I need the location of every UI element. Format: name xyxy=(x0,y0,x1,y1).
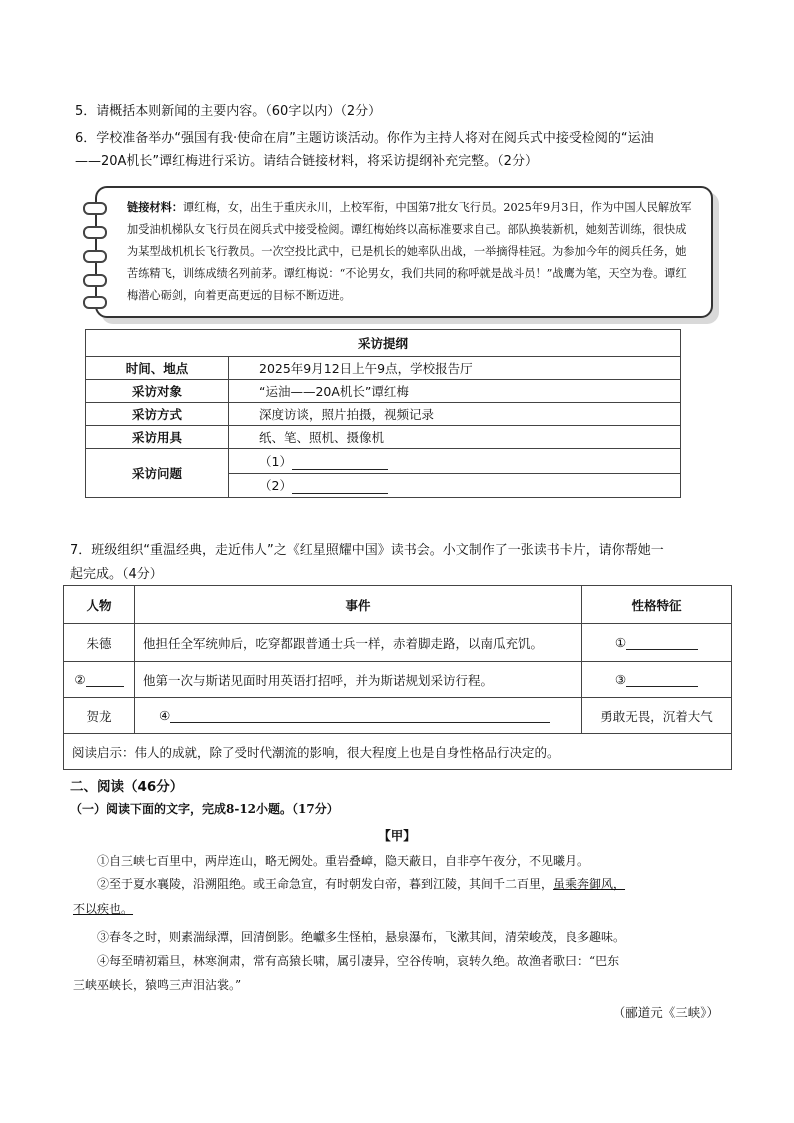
row-value: 2025年9月12日上午9点，学校报告厅 xyxy=(229,357,681,380)
paragraph-2-text: ②至于夏水襄陵，沿溯阻绝。或王命急宣，有时朝发白帝，暮到江陵，其间千二百里， xyxy=(97,877,554,891)
answer-blank-person-2[interactable] xyxy=(86,686,124,687)
question-7-line1: 7．班级组织“重温经典，走近伟人”之《红星照耀中国》读书会。小文制作了一张读书卡片，请你帮她一 xyxy=(70,543,664,558)
binder-ring-icon xyxy=(83,250,107,263)
answer-blank-1[interactable] xyxy=(292,469,388,470)
blank-marker: ② xyxy=(74,672,86,687)
table-row xyxy=(64,624,732,662)
passage-paragraph-2 xyxy=(97,873,737,896)
interview-outline-table xyxy=(85,329,681,498)
question-1-label: （1） xyxy=(259,453,292,469)
binder-ring-icon xyxy=(83,274,107,287)
question-2-cell xyxy=(229,473,681,498)
binder-ring-icon xyxy=(83,226,107,239)
question-5: 5．请概括本则新闻的主要内容。（60字以内）（2分） xyxy=(75,104,382,119)
row-value: 纸、笔、照机、摄像机 xyxy=(229,426,681,449)
table-row xyxy=(64,734,732,770)
row-label: 采访方式 xyxy=(86,403,229,426)
row-label: 采访问题 xyxy=(86,449,229,498)
question-6-line1: 6．学校准备举办“强国有我·使命在肩”主题访谈活动。你作为主持人将对在阅兵式中接受检阅的“运油 xyxy=(75,131,654,146)
interview-outline-title: 采访提纲 xyxy=(86,330,681,357)
blank-marker: ① xyxy=(614,635,627,650)
reading-insight: 阅读启示：伟人的成就，除了受时代潮流的影响，很大程度上也是自身性格品行决定的。 xyxy=(64,734,732,770)
event-cell: 他担任全军统帅后，吃穿都跟普通士兵一样，赤着脚走路，以南瓜充饥。 xyxy=(135,624,582,662)
trait-cell: 勇敢无畏，沉着大气 xyxy=(582,698,732,734)
table-row xyxy=(86,380,681,403)
answer-blank-2[interactable] xyxy=(292,493,388,494)
passage-paragraph-4-cont: 三峡巫峡长，猿鸣三声泪沾裳。” xyxy=(73,978,242,992)
passage-paragraph-1: ①自三峡七百里中，两岸连山，略无阙处。重岩叠嶂，隐天蔽日，自非亭午夜分，不见曦月。 xyxy=(97,854,590,868)
table-row xyxy=(86,449,681,474)
table-row xyxy=(86,403,681,426)
section-subheading: （一）阅读下面的文字，完成8-12小题。（17分） xyxy=(70,802,339,816)
question-6-line2: ——20A机长”谭红梅进行采访。请结合链接材料，将采访提纲补充完整。（2分） xyxy=(75,154,538,169)
header-person: 人物 xyxy=(64,586,135,624)
event-cell: 他第一次与斯诺见面时用英语打招呼，并为斯诺规划采访行程。 xyxy=(135,662,582,698)
passage-source: （郦道元《三峡》） xyxy=(612,1005,719,1020)
table-row xyxy=(64,698,732,734)
answer-blank-event-4[interactable] xyxy=(170,722,550,723)
trait-cell xyxy=(582,624,732,662)
answer-blank-trait-3[interactable] xyxy=(626,686,698,687)
row-label: 时间、地点 xyxy=(86,357,229,380)
question-2-label: （2） xyxy=(259,478,292,494)
trait-cell xyxy=(582,662,732,698)
header-event: 事件 xyxy=(135,586,582,624)
event-cell xyxy=(135,698,582,734)
passage-label: 【甲】 xyxy=(378,828,416,843)
passage-paragraph-3: ③春冬之时，则素湍绿潭，回清倒影。绝巘多生怪柏，悬泉瀑布，飞漱其间，清荣峻茂，良多趣味。 xyxy=(97,930,626,944)
blank-marker: ④ xyxy=(159,708,171,723)
table-row xyxy=(86,426,681,449)
row-label: 采访用具 xyxy=(86,426,229,449)
underlined-sentence: 不以疾也。 xyxy=(73,902,134,916)
binder-ring-icon xyxy=(83,296,107,309)
answer-blank-trait-1[interactable] xyxy=(626,649,698,650)
question-7-line2: 起完成。（4分） xyxy=(70,567,163,582)
header-trait: 性格特征 xyxy=(582,586,732,624)
table-row xyxy=(64,662,732,698)
reading-card-table xyxy=(63,585,732,770)
link-material-card xyxy=(95,186,713,318)
passage-paragraph-4: ④每至晴初霜旦，林寒涧肃，常有高猿长啸，属引凄异，空谷传响，哀转久绝。故渔者歌曰：“巴东 xyxy=(97,954,620,968)
person-cell xyxy=(64,662,135,698)
question-1-cell xyxy=(229,449,681,474)
blank-marker: ③ xyxy=(614,672,627,687)
link-material-label: 链接材料： xyxy=(127,200,183,214)
row-value: “运油——20A机长”谭红梅 xyxy=(229,380,681,403)
link-material-body: 谭红梅，女，出生于重庆永川，上校军衔，中国第7批女飞行员。2025年9月3日，作为中国人民解放军加受油机梯队女飞行员在阅兵式中接受检阅。谭红梅始终以高标准要求自己。部队换装新机，她刻苦训练，很快成为某型战机机长飞行教员。一次空投比武中，已是机长的她率队出战，一举摘得桂冠。为参加今年的阅兵任务，她苦练精飞，训练成绩名列前茅。谭红梅说：“不论男女，我们共同的称呼就是战斗员！”战鹰为笔，天空为卷。谭红梅潜心砺剑，向着更高更远的目标不断迈进。 xyxy=(127,201,692,302)
passage-paragraph-2-cont xyxy=(73,898,723,921)
person-cell: 贺龙 xyxy=(64,698,135,734)
row-label: 采访对象 xyxy=(86,380,229,403)
person-cell: 朱德 xyxy=(64,624,135,662)
binder-ring-icon xyxy=(83,202,107,215)
section-heading: 二、阅读（46分） xyxy=(70,779,184,795)
link-material-text xyxy=(127,196,693,307)
row-value: 深度访谈，照片拍摄，视频记录 xyxy=(229,403,681,426)
table-row xyxy=(86,357,681,380)
underlined-sentence: 虽乘奔御风， xyxy=(553,877,626,891)
